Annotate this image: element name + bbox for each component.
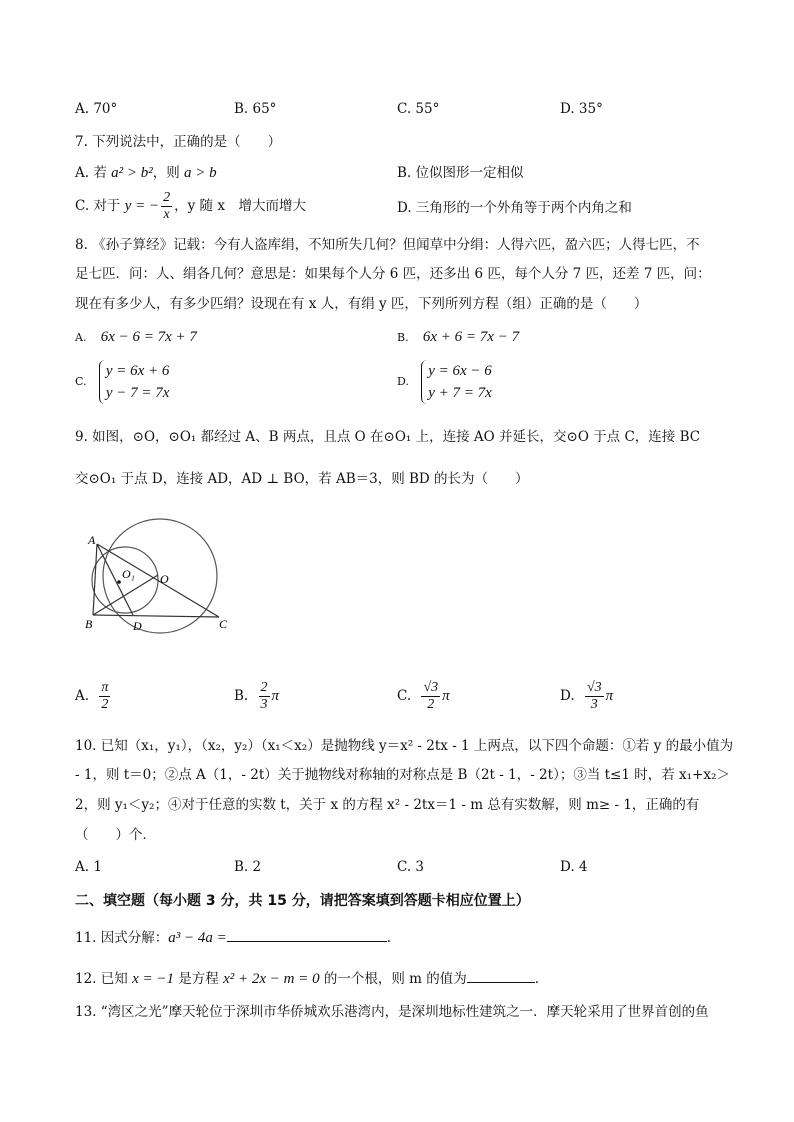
q9-a-numerator: π (101, 680, 109, 695)
q10-option-b: B. 2 (234, 859, 262, 875)
q9-d-denominator: 3 (590, 697, 598, 712)
q7-option-c (75, 190, 306, 223)
q12-answer-blank[interactable] (467, 968, 535, 983)
q9-option-b (234, 680, 279, 713)
q8-line-3: 现在有多少人，有多少匹绢？设现在有 x 人，有绢 y 匹，下列所列方程（组）正确的是（ ） (75, 296, 648, 312)
q9-option-a (75, 680, 112, 713)
q8-c-system (99, 360, 170, 404)
q9-a-fraction (99, 680, 110, 713)
q7-c-fraction (161, 190, 172, 223)
q8-c-eq1: y = 6x + 6 (105, 363, 170, 379)
q8-line-2: 足七匹．问：人、绢各几何？意思是：如果每个人分 6 匹，还多出 6 匹，每个人分 7 匹，还差 7 匹，问： (75, 266, 711, 282)
q9-d-numerator: √3 (586, 680, 602, 695)
q10-option-d: D. 4 (560, 859, 588, 875)
q8-d-system (421, 360, 492, 404)
center-o1-dot (117, 580, 121, 584)
q12-math1: x = −1 (132, 971, 174, 987)
q13-line-1: 13. “湾区之光”摩天轮位于深圳市华侨城欢乐港湾内，是深圳地标性建筑之一．摩天轮采用了世界首创的鱼 (75, 1004, 709, 1020)
q7-option-b: B. 位似图形一定相似 (397, 165, 524, 181)
label-c: C (219, 617, 228, 631)
q9-geometry-figure (75, 518, 245, 638)
q11-answer-blank[interactable] (227, 927, 387, 942)
q8-option-b (397, 328, 519, 347)
q12 (75, 968, 539, 988)
q8-d-eq2: y + 7 = 7x (428, 385, 492, 401)
q7-c-prefix: C. 对于 (75, 198, 125, 214)
q12-end: . (534, 971, 540, 987)
q9-b-numerator: 2 (260, 680, 268, 695)
q10-line-2: - 1，则 t＝0；②点 A（1，- 2t）关于抛物线对称轴的对称点是 B（2t - 1，- 2t）；③当 t≤1 时，若 x₁+x₂＞ (75, 767, 730, 783)
q6-option-a: A. 70° (75, 101, 118, 117)
q8-c-label: C. (75, 375, 87, 388)
q8-option-d (397, 360, 492, 404)
q8-a-label: A. (75, 331, 87, 344)
q8-line-1: 8. 《孙子算经》记载：今有人盗库绢，不知所失几何？但闻草中分绢：人得六匹，盈六匹；人得七匹，不 (75, 237, 700, 253)
q10-option-a: A. 1 (75, 859, 102, 875)
segment-ab (93, 544, 97, 615)
q6-option-b: B. 65° (234, 101, 277, 117)
q6-option-c: C. 55° (397, 101, 440, 117)
q6-option-d: D. 35° (560, 101, 603, 117)
q10-option-c: C. 3 (397, 859, 425, 875)
q9-option-c (397, 680, 450, 713)
q9-c-fraction (421, 680, 440, 713)
q9-b-fraction (259, 680, 270, 713)
q9-option-d (560, 680, 613, 713)
q8-b-label: B. (397, 331, 409, 344)
q12-mid: 是方程 (173, 971, 224, 987)
q11-suffix: . (386, 930, 392, 946)
q11-math: a³ − 4a = (168, 930, 227, 946)
q8-c-eq2: y − 7 = 7x (105, 385, 170, 401)
q9-line-2: 交⊙O₁ 于点 D，连接 AD，AD ⊥ BO，若 AB＝3，则 BD 的长为（ ） (75, 471, 529, 487)
q7-c-suffix: ，y 随 x 增大而增大 (174, 198, 306, 214)
q7-c-numerator: 2 (163, 190, 171, 205)
label-o1: O₁ (122, 567, 135, 581)
q9-c-label: C. (397, 688, 412, 704)
q8-d-eq1: y = 6x − 6 (428, 363, 492, 379)
q9-d-fraction (585, 680, 604, 713)
q9-a-label: A. (75, 688, 90, 704)
label-b: B (85, 617, 93, 631)
q8-a-equation: 6x − 6 = 7x + 7 (100, 329, 197, 345)
q7-a-math2: a > b (184, 165, 217, 181)
q8-option-c (75, 360, 169, 404)
q12-prefix: 12. 已知 (75, 971, 133, 987)
q7-option-d: D. 三角形的一个外角等于两个内角之和 (397, 200, 632, 216)
q9-d-label: D. (560, 688, 575, 704)
q10-line-3: 2，则 y₁＜y₂；④对于任意的实数 t，关于 x 的方程 x² - 2tx＝1 - m 总有实数解，则 m≥ - 1，正确的有 (75, 797, 700, 813)
q12-math2: x² + 2x − m = 0 (223, 971, 320, 987)
q11 (75, 927, 391, 947)
q7-c-math: y = − (124, 198, 160, 214)
q8-option-a (75, 328, 197, 347)
q11-prefix: 11. 因式分解： (75, 930, 169, 946)
q12-suffix: 的一个根，则 m 的值为 (319, 971, 467, 987)
q7-stem: 7. 下列说法中，正确的是（ ） (75, 134, 282, 150)
label-a: A (88, 533, 96, 547)
q7-option-a (75, 164, 217, 182)
q9-d-pi: π (605, 688, 614, 704)
q7-a-prefix: A. 若 (75, 165, 112, 181)
label-o: O (160, 572, 169, 586)
q7-a-math: a² > b² (111, 165, 153, 181)
q9-c-pi: π (442, 688, 450, 704)
q9-b-denominator: 3 (260, 697, 268, 712)
label-d: D (133, 619, 142, 633)
q8-d-label: D. (397, 375, 409, 388)
q9-c-numerator: √3 (423, 680, 439, 695)
q9-b-pi: π (271, 688, 280, 704)
q7-c-denominator: x (163, 207, 170, 222)
q10-line-1: 10. 已知（x₁，y₁），（x₂，y₂）（x₁＜x₂）是抛物线 y＝x² - 2tx - 1 上两点，以下四个命题：①若 y 的最小值为 (75, 738, 734, 754)
q7-a-mid: ，则 (152, 165, 185, 181)
q8-b-equation: 6x + 6 = 7x − 7 (422, 329, 520, 345)
q9-a-denominator: 2 (101, 697, 109, 712)
q10-line-4: （ ）个． (75, 827, 156, 843)
q9-c-denominator: 2 (427, 697, 435, 712)
q9-line-1: 9. 如图，⊙O，⊙O₁ 都经过 A、B 两点，且点 O 在⊙O₁ 上，连接 AO 并延长，交⊙O 于点 C，连接 BC (75, 429, 701, 445)
q9-b-label: B. (234, 688, 249, 704)
section-2-heading: 二、填空题（每小题 3 分，共 15 分，请把答案填到答题卡相应位置上） (75, 893, 530, 909)
